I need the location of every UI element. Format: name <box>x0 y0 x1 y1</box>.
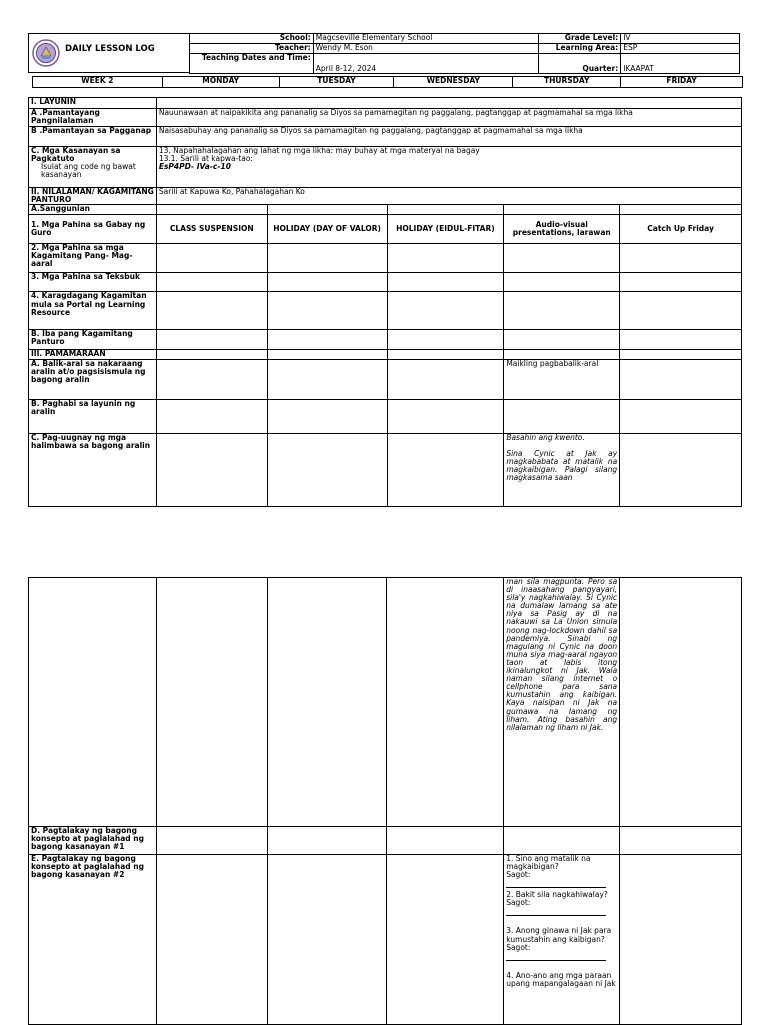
grade-value: IV <box>621 34 740 44</box>
day-tuesday: TUESDAY <box>279 77 394 88</box>
kasanayan-text-cell <box>156 146 741 187</box>
day-wednesday: WEDNESDAY <box>394 77 513 88</box>
answer-line-1 <box>506 879 606 888</box>
teacher-value: Wendy M. Eson <box>313 44 539 54</box>
nilalaman-label: II. NILALAMAN/ KAGAMITANG PANTURO <box>29 187 157 204</box>
question-2-answer: Sagot: <box>506 898 531 908</box>
teaching-dates-value: April 8-12, 2024 <box>313 54 539 74</box>
teaching-dates-label: Teaching Dates and Time: <box>190 54 314 74</box>
kasanayan-line1: 13. Napahahalagahan ang lahat ng mga likha: may buhay at mga materyal na bagay <box>158 145 480 155</box>
pag-uugnay-label: C. Pag-uugnay ng mga halimbawa sa bagong aralin <box>29 433 157 506</box>
logo-label: DAILY LESSON LOG <box>65 44 155 54</box>
pamamaraan-heading: III. PAMAMARAAN <box>29 350 157 359</box>
monday-status: CLASS SUSPENSION <box>156 215 267 243</box>
school-value: Magcseville Elementary School <box>313 34 539 44</box>
teksbuk-label: 3. Mga Pahina sa Teksbuk <box>29 273 157 292</box>
learning-area-value: ESP <box>621 44 740 54</box>
wednesday-status: HOLIDAY (EIDUL-FITAR) <box>387 215 504 243</box>
day-thursday: THURSDAY <box>513 77 621 88</box>
story-intro: Basahin ang kwento. <box>506 433 585 442</box>
kasanayan-cell <box>29 146 157 187</box>
kasanayan-code: EsP4PD- IVa-c-10 <box>158 162 231 172</box>
kasanayan-sub: Isulat ang code ng bawat kasanayan <box>41 162 136 180</box>
iba-label: B. Iba pang Kagamitang Panturo <box>29 330 157 350</box>
layunin-heading: I. LAYUNIN <box>29 98 157 109</box>
pamantayang-text: Nauunawaan at naipakikita ang pananalig sa Diyos sa pamamagitan ng paggalang, pagtanggap at pagmamahal sa mga likha <box>156 109 741 126</box>
story-cell-part2 <box>504 578 620 827</box>
day-friday: FRIDAY <box>621 77 743 88</box>
deped-seal-icon <box>32 39 60 67</box>
kasanayan-line2: 13.1. Sarili at kapwa-tao: <box>158 154 253 164</box>
answer-line-3 <box>506 952 606 961</box>
sanggunian-label: A.Sanggunian <box>29 205 157 215</box>
quarter-value: IKAAPAT <box>621 54 740 74</box>
nilalaman-text: Sarili at Kapuwa Ko, Pahahalagahan Ko <box>156 187 741 204</box>
answer-line-2 <box>506 907 606 916</box>
balik-aral-label: A. Balik-aral sa nakaraang aralin at/o pagsisismula ng bagong aralin <box>29 359 157 400</box>
grade-label: Grade Level: <box>539 34 621 44</box>
karagdagang-label: 4. Karagdagang Kagamitan mula sa Portal ng Learning Resource <box>29 292 157 330</box>
teacher-label: Teacher: <box>190 44 314 54</box>
pagganap-label: B .Pamantayan sa Pagganap <box>29 126 157 146</box>
question-1: 1. Sino ang matalik na magkaibigan? <box>506 854 591 872</box>
week-label: WEEK 2 <box>33 77 163 88</box>
question-4: 4. Ano-ano ang mga paraan upang mapangalagaan ni Jak <box>506 970 616 988</box>
quarter-label: Quarter: <box>539 54 621 74</box>
question-3-answer: Sagot: <box>506 942 531 952</box>
balik-aral-thursday: Maikling pagbabalik-aral <box>504 359 620 400</box>
story-cell-part1 <box>504 433 620 506</box>
story-part2: man sila magpunta. Pero sa di inaasahang pangyayari, sila'y nagkahiwalay. Si Cynic na dumalaw lamang sa ate niya sa Pasig ay di na nakauwi sa La Union simula noong nag-lockdown dahil sa pandemiya. Sinabi ng magulang ni Cynic na doon muna siya mag-aaral ngayon taon at labis itong ikinalungkot ni Jak. Wala naman silang internet o cellphone para sana kumustahin ang kaibigan. Kaya naisipan ni Jak na gumawa na lamang ng liham. Ating basahin ang nilalaman ng liham ni Jak. <box>506 577 618 732</box>
paghabi-label: B. Paghabi sa layunin ng aralin <box>29 400 157 434</box>
lesson-table-part1 <box>28 97 742 507</box>
pagtalakay1-label: D. Pagtalakay ng bagong konsepto at paglalahad ng bagong kasanayan #1 <box>29 827 157 855</box>
day-monday: MONDAY <box>162 77 279 88</box>
learning-area-label: Learning Area: <box>539 44 621 54</box>
week-row <box>32 76 743 88</box>
pagtalakay2-label: E. Pagtalakay ng bagong konsepto at paglalahad ng bagong kasanayan #2 <box>29 855 157 1025</box>
questions-cell <box>504 855 620 1025</box>
question-3: 3. Anong ginawa ni Jak para kumustahin ang kaibigan? <box>506 926 612 944</box>
pamantayang-label: A .Pamantayang Pangnilalaman <box>29 109 157 126</box>
header-info-table <box>189 33 740 74</box>
kasanayan-label: C. Mga Kasanayan sa Pagkatuto <box>31 145 121 164</box>
question-2: 2. Bakit sila nagkahiwalay? <box>506 890 608 900</box>
kagamitang-label: 2. Mga Pahina sa mga Kagamitang Pang- Mag-aaral <box>29 243 157 272</box>
gabay-label: 1. Mga Pahina sa Gabay ng Guro <box>29 215 157 243</box>
header-logo-area <box>28 33 190 73</box>
thursday-materials: Audio-visual presentations, larawan <box>504 215 620 243</box>
school-label: School: <box>190 34 314 44</box>
lesson-table-part2 <box>28 577 742 1025</box>
question-1-answer: Sagot: <box>506 870 531 880</box>
pagganap-text: Naisasabuhay ang pananalig sa Diyos sa pamamagitan ng paggalang, pagtanggap at pagmamahal sa mga likha <box>156 126 741 146</box>
tuesday-status: HOLIDAY (DAY OF VALOR) <box>267 215 387 243</box>
friday-status: Catch Up Friday <box>620 215 742 243</box>
story-part1: Sina Cynic at Jak ay magkababata at matalik na magkaibigan. Palagi silang magkasama saan <box>506 449 618 483</box>
